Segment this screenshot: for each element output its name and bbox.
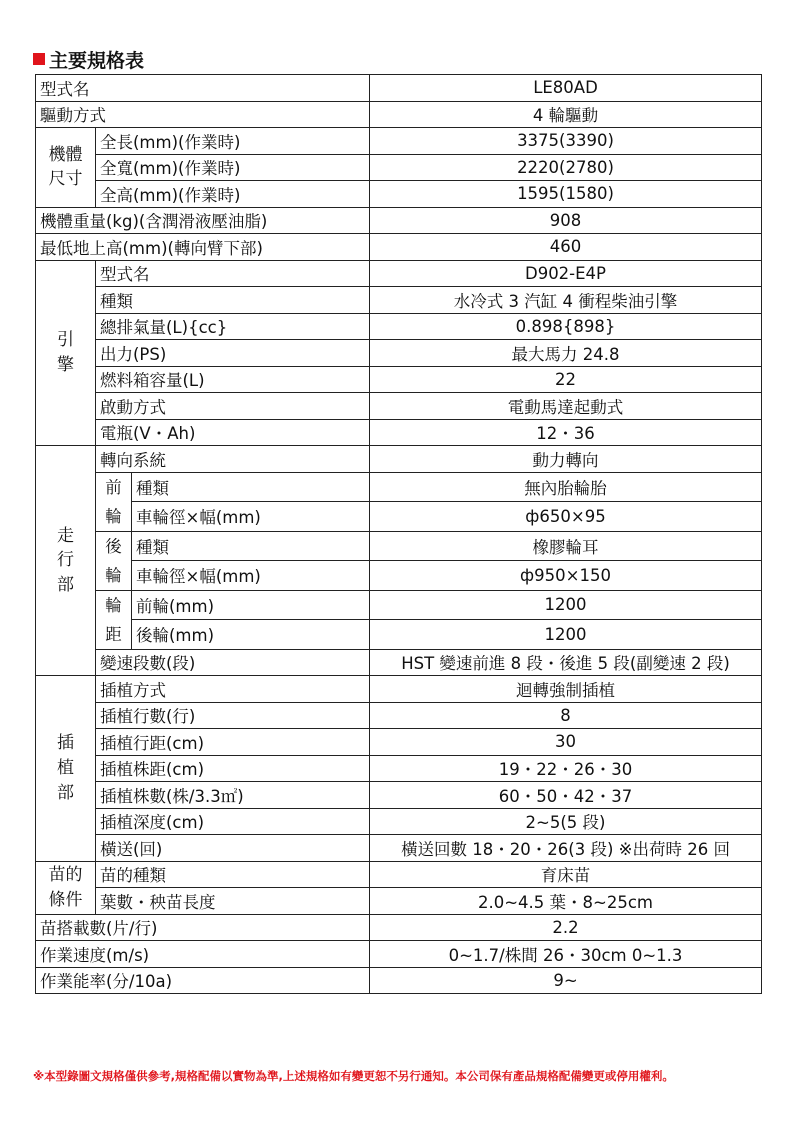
row-value: 0~1.7/株間 26・30cm 0~1.3 (370, 941, 762, 968)
table-row (36, 502, 762, 532)
table-row (36, 154, 762, 181)
table-row (36, 472, 762, 502)
row-value: 2.2 (370, 914, 762, 941)
row-value: 橡膠輪耳 (370, 531, 762, 561)
table-row (36, 393, 762, 420)
table-row (36, 914, 762, 941)
table-row (36, 313, 762, 340)
row-label: 型式名 (36, 75, 370, 102)
row-label: 最低地上高(mm)(轉向臂下部) (36, 234, 370, 261)
table-row (36, 620, 762, 650)
row-value: D902-E4P (370, 260, 762, 287)
group-label-planting: 插 植 部 (36, 676, 96, 862)
row-label: 苗的種類 (96, 861, 370, 888)
table-row (36, 755, 762, 782)
table-row (36, 260, 762, 287)
table-row (36, 207, 762, 234)
row-value: 迴轉強制插植 (370, 676, 762, 703)
row-label: 種類 (132, 531, 370, 561)
row-label: 作業速度(m/s) (36, 941, 370, 968)
row-value: 2.0~4.5 葉・8~25cm (370, 888, 762, 915)
row-label: 全寬(mm)(作業時) (96, 154, 370, 181)
disclaimer-footnote: ※本型錄圖文規格僅供參考,規格配備以實物為準,上述規格如有變更恕不另行通知。本公司保有產品規格配備變更或停用權利。 (33, 1069, 674, 1083)
row-value: 2~5(5 段) (370, 808, 762, 835)
row-label: 後輪(mm) (132, 620, 370, 650)
group-label-travel: 走 行 部 (36, 446, 96, 676)
page-title: 主要規格表 (49, 49, 145, 72)
table-row (36, 419, 762, 446)
group-label-dimensions: 機體 尺寸 (36, 128, 96, 208)
red-square-icon (33, 53, 45, 65)
subgroup-label-wheel-track: 輪 距 (96, 590, 132, 649)
row-value: 60・50・42・37 (370, 782, 762, 809)
row-value: ф950×150 (370, 561, 762, 591)
row-value: 1595(1580) (370, 181, 762, 208)
row-value: 908 (370, 207, 762, 234)
row-label: 變速段數(段) (96, 649, 370, 676)
table-row (36, 101, 762, 128)
row-label: 插植株數(株/3.3㎡) (96, 782, 370, 809)
row-value: 電動馬達起動式 (370, 393, 762, 420)
row-value: 8 (370, 702, 762, 729)
table-row (36, 366, 762, 393)
table-row (36, 340, 762, 367)
row-label: 種類 (132, 472, 370, 502)
row-value: ф650×95 (370, 502, 762, 532)
table-row (36, 234, 762, 261)
table-row (36, 287, 762, 314)
table-row (36, 967, 762, 994)
row-value: 460 (370, 234, 762, 261)
row-label: 葉數・秧苗長度 (96, 888, 370, 915)
row-label: 車輪徑×幅(mm) (132, 561, 370, 591)
row-value: 4 輪驅動 (370, 101, 762, 128)
row-value: 9~ (370, 967, 762, 994)
row-label: 插植行距(cm) (96, 729, 370, 756)
table-row (36, 561, 762, 591)
subgroup-label-rear-wheel: 後 輪 (96, 531, 132, 590)
table-row (36, 729, 762, 756)
row-value: 無內胎輪胎 (370, 472, 762, 502)
row-label: 插植行數(行) (96, 702, 370, 729)
row-value: 水冷式 3 汽缸 4 衝程柴油引擎 (370, 287, 762, 314)
table-row (36, 808, 762, 835)
table-row (36, 128, 762, 155)
row-value: 1200 (370, 620, 762, 650)
group-label-engine: 引 擎 (36, 260, 96, 446)
row-label: 種類 (96, 287, 370, 314)
table-row (36, 590, 762, 620)
row-label: 作業能率(分/10a) (36, 967, 370, 994)
group-label-seedling: 苗的 條件 (36, 861, 96, 914)
table-row (36, 702, 762, 729)
row-label: 燃料箱容量(L) (96, 366, 370, 393)
row-label: 全高(mm)(作業時) (96, 181, 370, 208)
row-label: 啟動方式 (96, 393, 370, 420)
table-row (36, 861, 762, 888)
row-label: 全長(mm)(作業時) (96, 128, 370, 155)
row-value: 3375(3390) (370, 128, 762, 155)
table-row (36, 446, 762, 473)
row-value: 育床苗 (370, 861, 762, 888)
row-label: 插植株距(cm) (96, 755, 370, 782)
row-value: 1200 (370, 590, 762, 620)
row-value: 2220(2780) (370, 154, 762, 181)
row-label: 苗搭載數(片/行) (36, 914, 370, 941)
row-label: 插植深度(cm) (96, 808, 370, 835)
row-value: 動力轉向 (370, 446, 762, 473)
table-row (36, 649, 762, 676)
table-row (36, 835, 762, 862)
row-label: 出力(PS) (96, 340, 370, 367)
row-label: 驅動方式 (36, 101, 370, 128)
table-row (36, 531, 762, 561)
table-row (36, 181, 762, 208)
row-value: 最大馬力 24.8 (370, 340, 762, 367)
table-row (36, 888, 762, 915)
spec-table-heading (33, 46, 144, 72)
row-label: 車輪徑×幅(mm) (132, 502, 370, 532)
row-value: 22 (370, 366, 762, 393)
row-label: 機體重量(kg)(含潤滑液壓油脂) (36, 207, 370, 234)
row-value: 12・36 (370, 419, 762, 446)
spec-table (35, 74, 762, 994)
row-label: 總排氣量(L){cc} (96, 313, 370, 340)
row-value: 橫送回數 18・20・26(3 段) ※出荷時 26 回 (370, 835, 762, 862)
table-row (36, 782, 762, 809)
row-label: 前輪(mm) (132, 590, 370, 620)
subgroup-label-front-wheel: 前 輪 (96, 472, 132, 531)
row-label: 電瓶(V・Ah) (96, 419, 370, 446)
table-row (36, 941, 762, 968)
table-row (36, 676, 762, 703)
row-value: LE80AD (370, 75, 762, 102)
row-label: 橫送(回) (96, 835, 370, 862)
row-value: 30 (370, 729, 762, 756)
row-value: 0.898{898} (370, 313, 762, 340)
row-label: 插植方式 (96, 676, 370, 703)
row-value: 19・22・26・30 (370, 755, 762, 782)
table-row (36, 75, 762, 102)
row-value: HST 變速前進 8 段・後進 5 段(副變速 2 段) (370, 649, 762, 676)
row-label: 型式名 (96, 260, 370, 287)
row-label: 轉向系統 (96, 446, 370, 473)
